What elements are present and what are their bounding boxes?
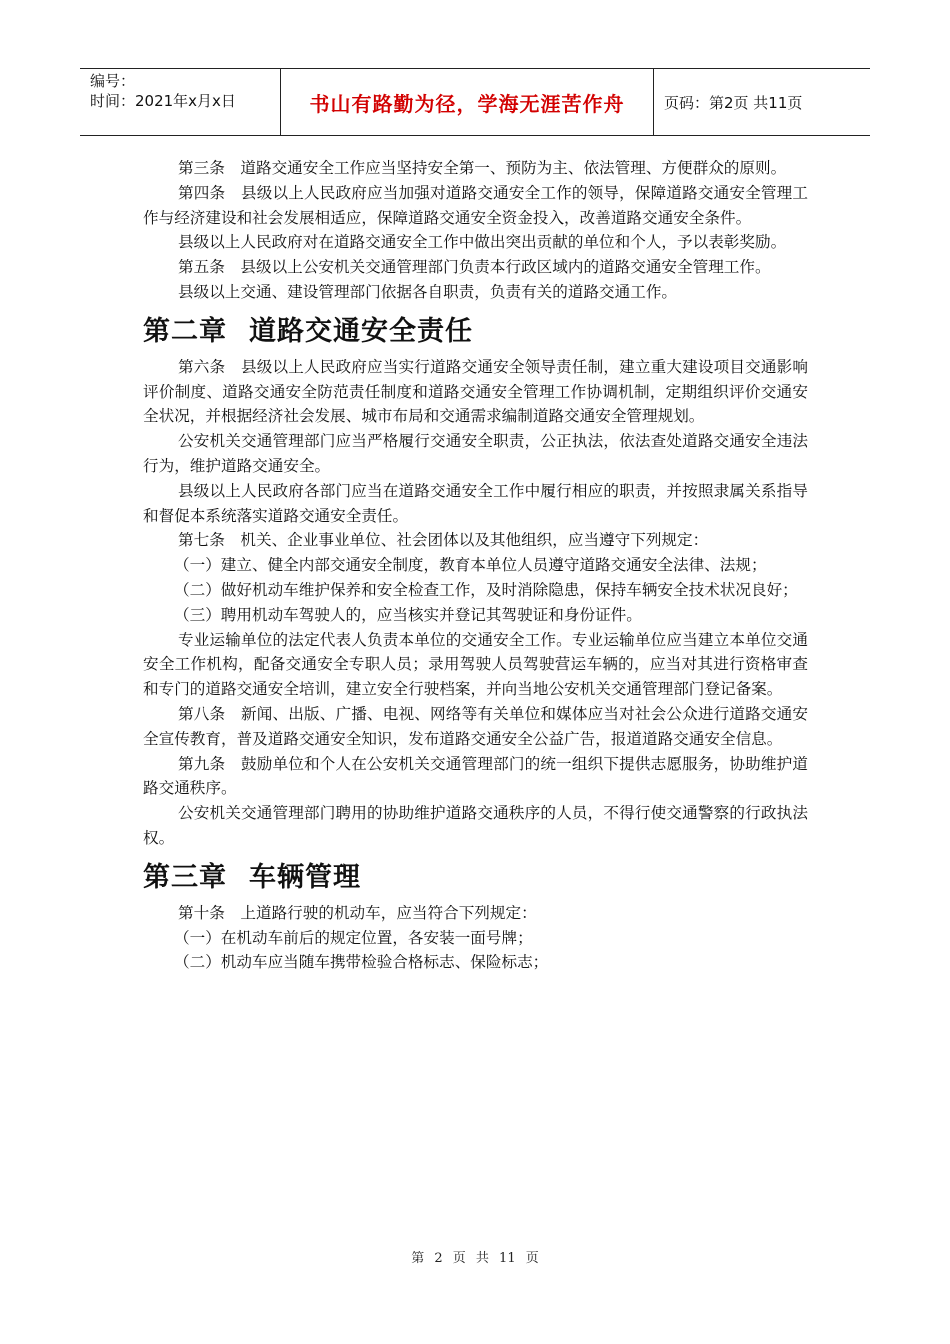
article-9-paragraph-2: 公安机关交通管理部门聘用的协助维护道路交通秩序的人员，不得行使交通警察的行政执法权。 — [143, 804, 808, 847]
document-body — [143, 156, 808, 975]
chapter-3-title: 车辆管理 — [249, 861, 361, 893]
document-number-label: 编号： — [90, 72, 136, 90]
article-7-item-2: （二）做好机动车维护保养和安全检查工作，及时消除隐患，保持车辆安全技术状况良好； — [174, 580, 798, 599]
header-page-info: 页码：第2页 共11页 — [664, 93, 803, 112]
article-7: 第七条 机关、企业事业单位、社会团体以及其他组织，应当遵守下列规定： — [178, 531, 709, 550]
chapter-3-heading — [143, 857, 808, 899]
article-6: 第六条 县级以上人民政府应当实行道路交通安全领导责任制，建立重大建设项目交通影响评价制度、道路交通安全防范责任制度和道路交通安全管理工作协调机制，定期组织评价交通安全状况，并根据经济社会发展、城市布局和交通需求编制道路交通安全管理规划。 — [143, 357, 808, 426]
header-motto: 书山有路勤为径，学海无涯苦作舟 — [280, 69, 654, 135]
article-5-paragraph-2: 县级以上交通、建设管理部门依据各自职责，负责有关的道路交通工作。 — [178, 282, 678, 301]
article-10-item-1: （一）在机动车前后的规定位置，各安装一面号牌； — [174, 928, 533, 947]
article-10: 第十条 上道路行驶的机动车，应当符合下列规定： — [178, 903, 537, 922]
article-10-item-2: （二）机动车应当随车携带检验合格标志、保险标志； — [174, 953, 549, 972]
chapter-2-number: 第二章 — [143, 315, 227, 347]
article-9: 第九条 鼓励单位和个人在公安机关交通管理部门的统一组织下提供志愿服务，协助维护道路交通秩序。 — [143, 754, 808, 798]
chapter-3-number: 第三章 — [143, 861, 227, 893]
article-7-paragraph-2: 专业运输单位的法定代表人负责本单位的交通安全工作。专业运输单位应当建立本单位交通安全工作机构，配备交通安全专职人员；录用驾驶人员驾驶营运车辆的，应当对其进行资格审查和专门的道路交通安全培训，建立安全行驶档案，并向当地公安机关交通管理部门登记备案。 — [143, 630, 808, 699]
document-header — [80, 68, 870, 136]
article-6-paragraph-2: 公安机关交通管理部门应当严格履行交通安全职责，公正执法，依法查处道路交通安全违法行为，维护道路交通安全。 — [143, 432, 808, 475]
article-4-paragraph-2: 县级以上人民政府对在道路交通安全工作中做出突出贡献的单位和个人，予以表彰奖励。 — [178, 233, 787, 252]
document-time: 时间：2021年x月x日 — [90, 92, 236, 110]
article-5: 第五条 县级以上公安机关交通管理部门负责本行政区域内的道路交通安全管理工作。 — [178, 258, 771, 277]
article-7-item-1: （一）建立、健全内部交通安全制度，教育本单位人员遵守道路交通安全法律、法规； — [174, 556, 767, 575]
header-meta — [80, 69, 280, 135]
chapter-2-heading — [143, 311, 808, 353]
article-7-item-3: （三）聘用机动车驾驶人的，应当核实并登记其驾驶证和身份证件。 — [174, 605, 642, 624]
article-8: 第八条 新闻、出版、广播、电视、网络等有关单位和媒体应当对社会公众进行道路交通安全宣传教育，普及道路交通安全知识，发布道路交通安全公益广告，报道道路交通安全信息。 — [143, 704, 808, 748]
article-6-paragraph-3: 县级以上人民政府各部门应当在道路交通安全工作中履行相应的职责，并按照隶属关系指导和督促本系统落实道路交通安全责任。 — [143, 481, 808, 525]
article-3: 第三条 道路交通安全工作应当坚持安全第一、预防为主、依法管理、方便群众的原则。 — [178, 159, 787, 177]
article-4: 第四条 县级以上人民政府应当加强对道路交通安全工作的领导，保障道路交通安全管理工作与经济建设和社会发展相适应，保障道路交通安全资金投入，改善道路交通安全条件。 — [143, 183, 808, 227]
page-footer: 第 2 页 共 11 页 — [411, 1251, 539, 1266]
chapter-2-title: 道路交通安全责任 — [249, 315, 473, 347]
